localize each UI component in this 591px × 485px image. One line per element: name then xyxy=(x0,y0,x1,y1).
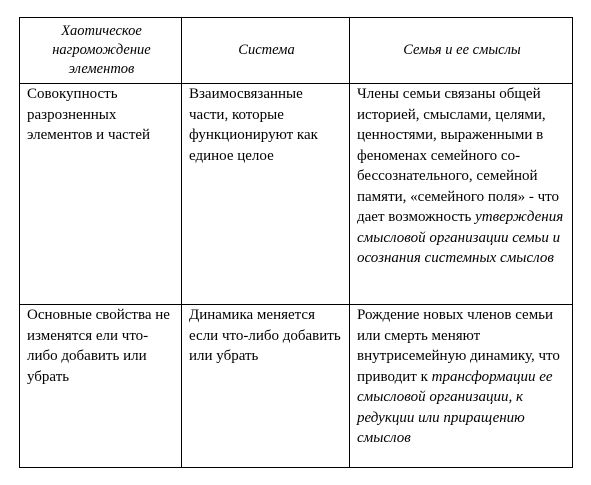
table-row xyxy=(20,84,573,305)
cell-family-emphasis: трансформации ее смысловой организации, к редукции или приращению смыслов xyxy=(357,368,553,446)
cell-system: Взаимосвязанные части, которые функционируют как единое целое xyxy=(182,84,350,305)
cell-system: Динамика меняется если что-либо добавить или убрать xyxy=(182,305,350,468)
table-row xyxy=(20,305,573,468)
header-cell-chaotic: Хаотическое нагромождение элементов xyxy=(20,18,182,84)
header-cell-system: Система xyxy=(182,18,350,84)
cell-chaotic: Совокупность разрозненных элементов и частей xyxy=(20,84,182,305)
header-cell-family: Семья и ее смыслы xyxy=(350,18,573,84)
cell-family-text: Члены семьи связаны общей историей, смыслами, целями, ценностями, выраженными в феноменах семейного со-бессознательного, семейной памяти, «семейного поля» - что дает возможность xyxy=(357,86,560,225)
cell-chaotic: Основные свойства не изменятся ели что-либо добавить или убрать xyxy=(20,305,182,468)
cell-family-text: Рождение новых членов семьи или смерть меняют внутрисемейную динамику, что приводит к xyxy=(357,307,560,385)
cell-family-emphasis: утверждения смысловой организации семьи и осознания системных смыслов xyxy=(357,209,564,266)
cell-family xyxy=(350,305,573,468)
cell-family xyxy=(350,84,573,305)
comparison-table xyxy=(19,17,573,468)
header-row xyxy=(20,18,573,84)
